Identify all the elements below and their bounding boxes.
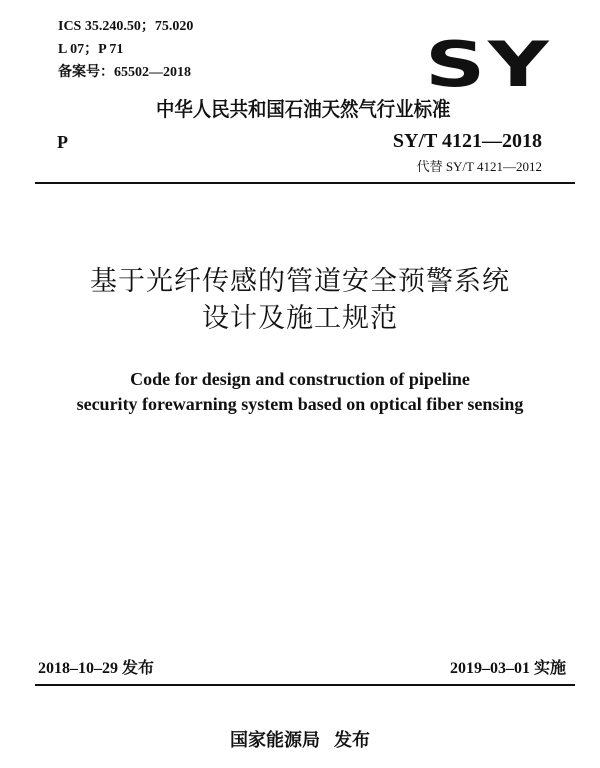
- classification-code: L 07；P 71: [58, 42, 124, 57]
- record-number: 备案号：65502—2018: [58, 65, 191, 80]
- effective-label: 实施: [533, 658, 566, 677]
- standard-code: SY/T 4121—2018: [392, 130, 542, 152]
- ics-code: ICS 35.240.50；75.020: [58, 19, 194, 34]
- publisher-name: 国家能源局: [230, 730, 320, 751]
- category-letter: P: [57, 132, 68, 152]
- top-divider: [35, 182, 575, 184]
- bottom-divider: [35, 684, 575, 686]
- issue-date-block: [38, 658, 154, 679]
- publisher-block: [0, 729, 600, 753]
- title-en-line2: security forewarning system based on optical fiber sensing: [76, 394, 524, 414]
- title-cn-line2: 设计及施工规范: [202, 303, 398, 334]
- industry-standard-name: 中华人民共和国石油天然气行业标准: [156, 97, 451, 121]
- title-cn-line1: 基于光纤传感的管道安全预警系统: [90, 266, 510, 297]
- title-en-line1: Code for design and construction of pipeline: [130, 369, 470, 389]
- effective-date-block: [450, 658, 566, 679]
- effective-date: 2019–03–01: [449, 660, 530, 677]
- replaces-standard: 代替 SY/T 4121—2012: [416, 159, 542, 174]
- sy-logo: SY: [425, 28, 552, 101]
- issue-date: 2018–10–29: [38, 660, 118, 677]
- issue-label: 发布: [122, 658, 155, 677]
- publisher-action: 发布: [334, 730, 370, 751]
